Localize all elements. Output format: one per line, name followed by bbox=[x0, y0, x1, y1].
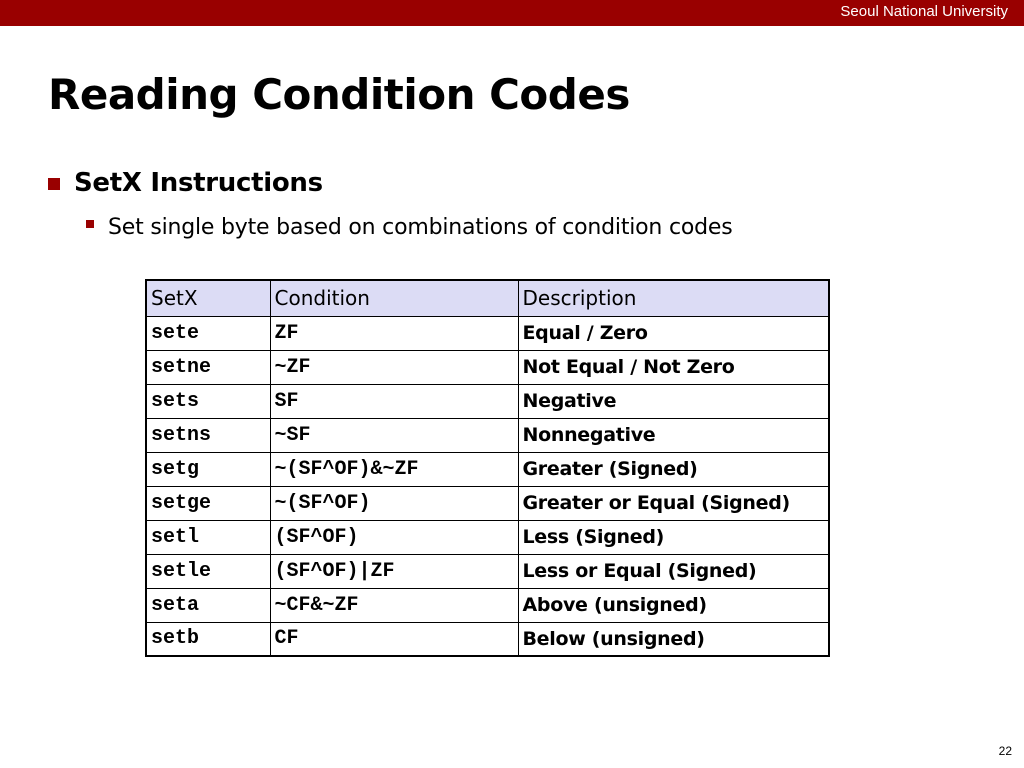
sub-bullet-text: Set single byte based on combinations of condition codes bbox=[108, 214, 733, 240]
bullet-item bbox=[48, 166, 323, 200]
description-cell: Negative bbox=[518, 384, 829, 418]
condition-cell: ~CF&~ZF bbox=[270, 588, 518, 622]
table-row bbox=[146, 316, 829, 350]
page-number: 22 bbox=[998, 744, 1012, 758]
header-condition: Condition bbox=[270, 280, 518, 316]
small-square-bullet-icon bbox=[86, 220, 94, 228]
description-cell: Equal / Zero bbox=[518, 316, 829, 350]
condition-cell: ~(SF^OF) bbox=[270, 486, 518, 520]
description-cell: Nonnegative bbox=[518, 418, 829, 452]
setx-cell: seta bbox=[146, 588, 270, 622]
description-cell: Greater or Equal (Signed) bbox=[518, 486, 829, 520]
description-cell: Below (unsigned) bbox=[518, 622, 829, 656]
setx-cell: sets bbox=[146, 384, 270, 418]
header-bar bbox=[0, 0, 1024, 26]
slide-title: Reading Condition Codes bbox=[48, 70, 630, 119]
bullet-text: SetX Instructions bbox=[74, 168, 323, 198]
table-header-row bbox=[146, 280, 829, 316]
setx-cell: setb bbox=[146, 622, 270, 656]
condition-cell: SF bbox=[270, 384, 518, 418]
setx-cell: sete bbox=[146, 316, 270, 350]
table-row bbox=[146, 588, 829, 622]
table-row bbox=[146, 622, 829, 656]
table-row bbox=[146, 418, 829, 452]
table-row bbox=[146, 486, 829, 520]
condition-cell: ~SF bbox=[270, 418, 518, 452]
setx-cell: setne bbox=[146, 350, 270, 384]
setx-cell: setns bbox=[146, 418, 270, 452]
table-row bbox=[146, 384, 829, 418]
description-cell: Not Equal / Not Zero bbox=[518, 350, 829, 384]
condition-cell: ZF bbox=[270, 316, 518, 350]
description-cell: Above (unsigned) bbox=[518, 588, 829, 622]
setx-cell: setg bbox=[146, 452, 270, 486]
table-row bbox=[146, 520, 829, 554]
condition-cell: ~ZF bbox=[270, 350, 518, 384]
condition-cell: (SF^OF) bbox=[270, 520, 518, 554]
header-description: Description bbox=[518, 280, 829, 316]
condition-cell: CF bbox=[270, 622, 518, 656]
table-row bbox=[146, 554, 829, 588]
table-row bbox=[146, 350, 829, 384]
table-row bbox=[146, 452, 829, 486]
setx-cell: setl bbox=[146, 520, 270, 554]
setx-cell: setge bbox=[146, 486, 270, 520]
sub-bullet-item bbox=[86, 212, 733, 242]
square-bullet-icon bbox=[48, 178, 60, 190]
description-cell: Less (Signed) bbox=[518, 520, 829, 554]
condition-cell: ~(SF^OF)&~ZF bbox=[270, 452, 518, 486]
setx-table bbox=[145, 279, 830, 657]
description-cell: Greater (Signed) bbox=[518, 452, 829, 486]
description-cell: Less or Equal (Signed) bbox=[518, 554, 829, 588]
condition-cell: (SF^OF)|ZF bbox=[270, 554, 518, 588]
institution-name: Seoul National University bbox=[840, 3, 1008, 20]
setx-cell: setle bbox=[146, 554, 270, 588]
header-setx: SetX bbox=[146, 280, 270, 316]
